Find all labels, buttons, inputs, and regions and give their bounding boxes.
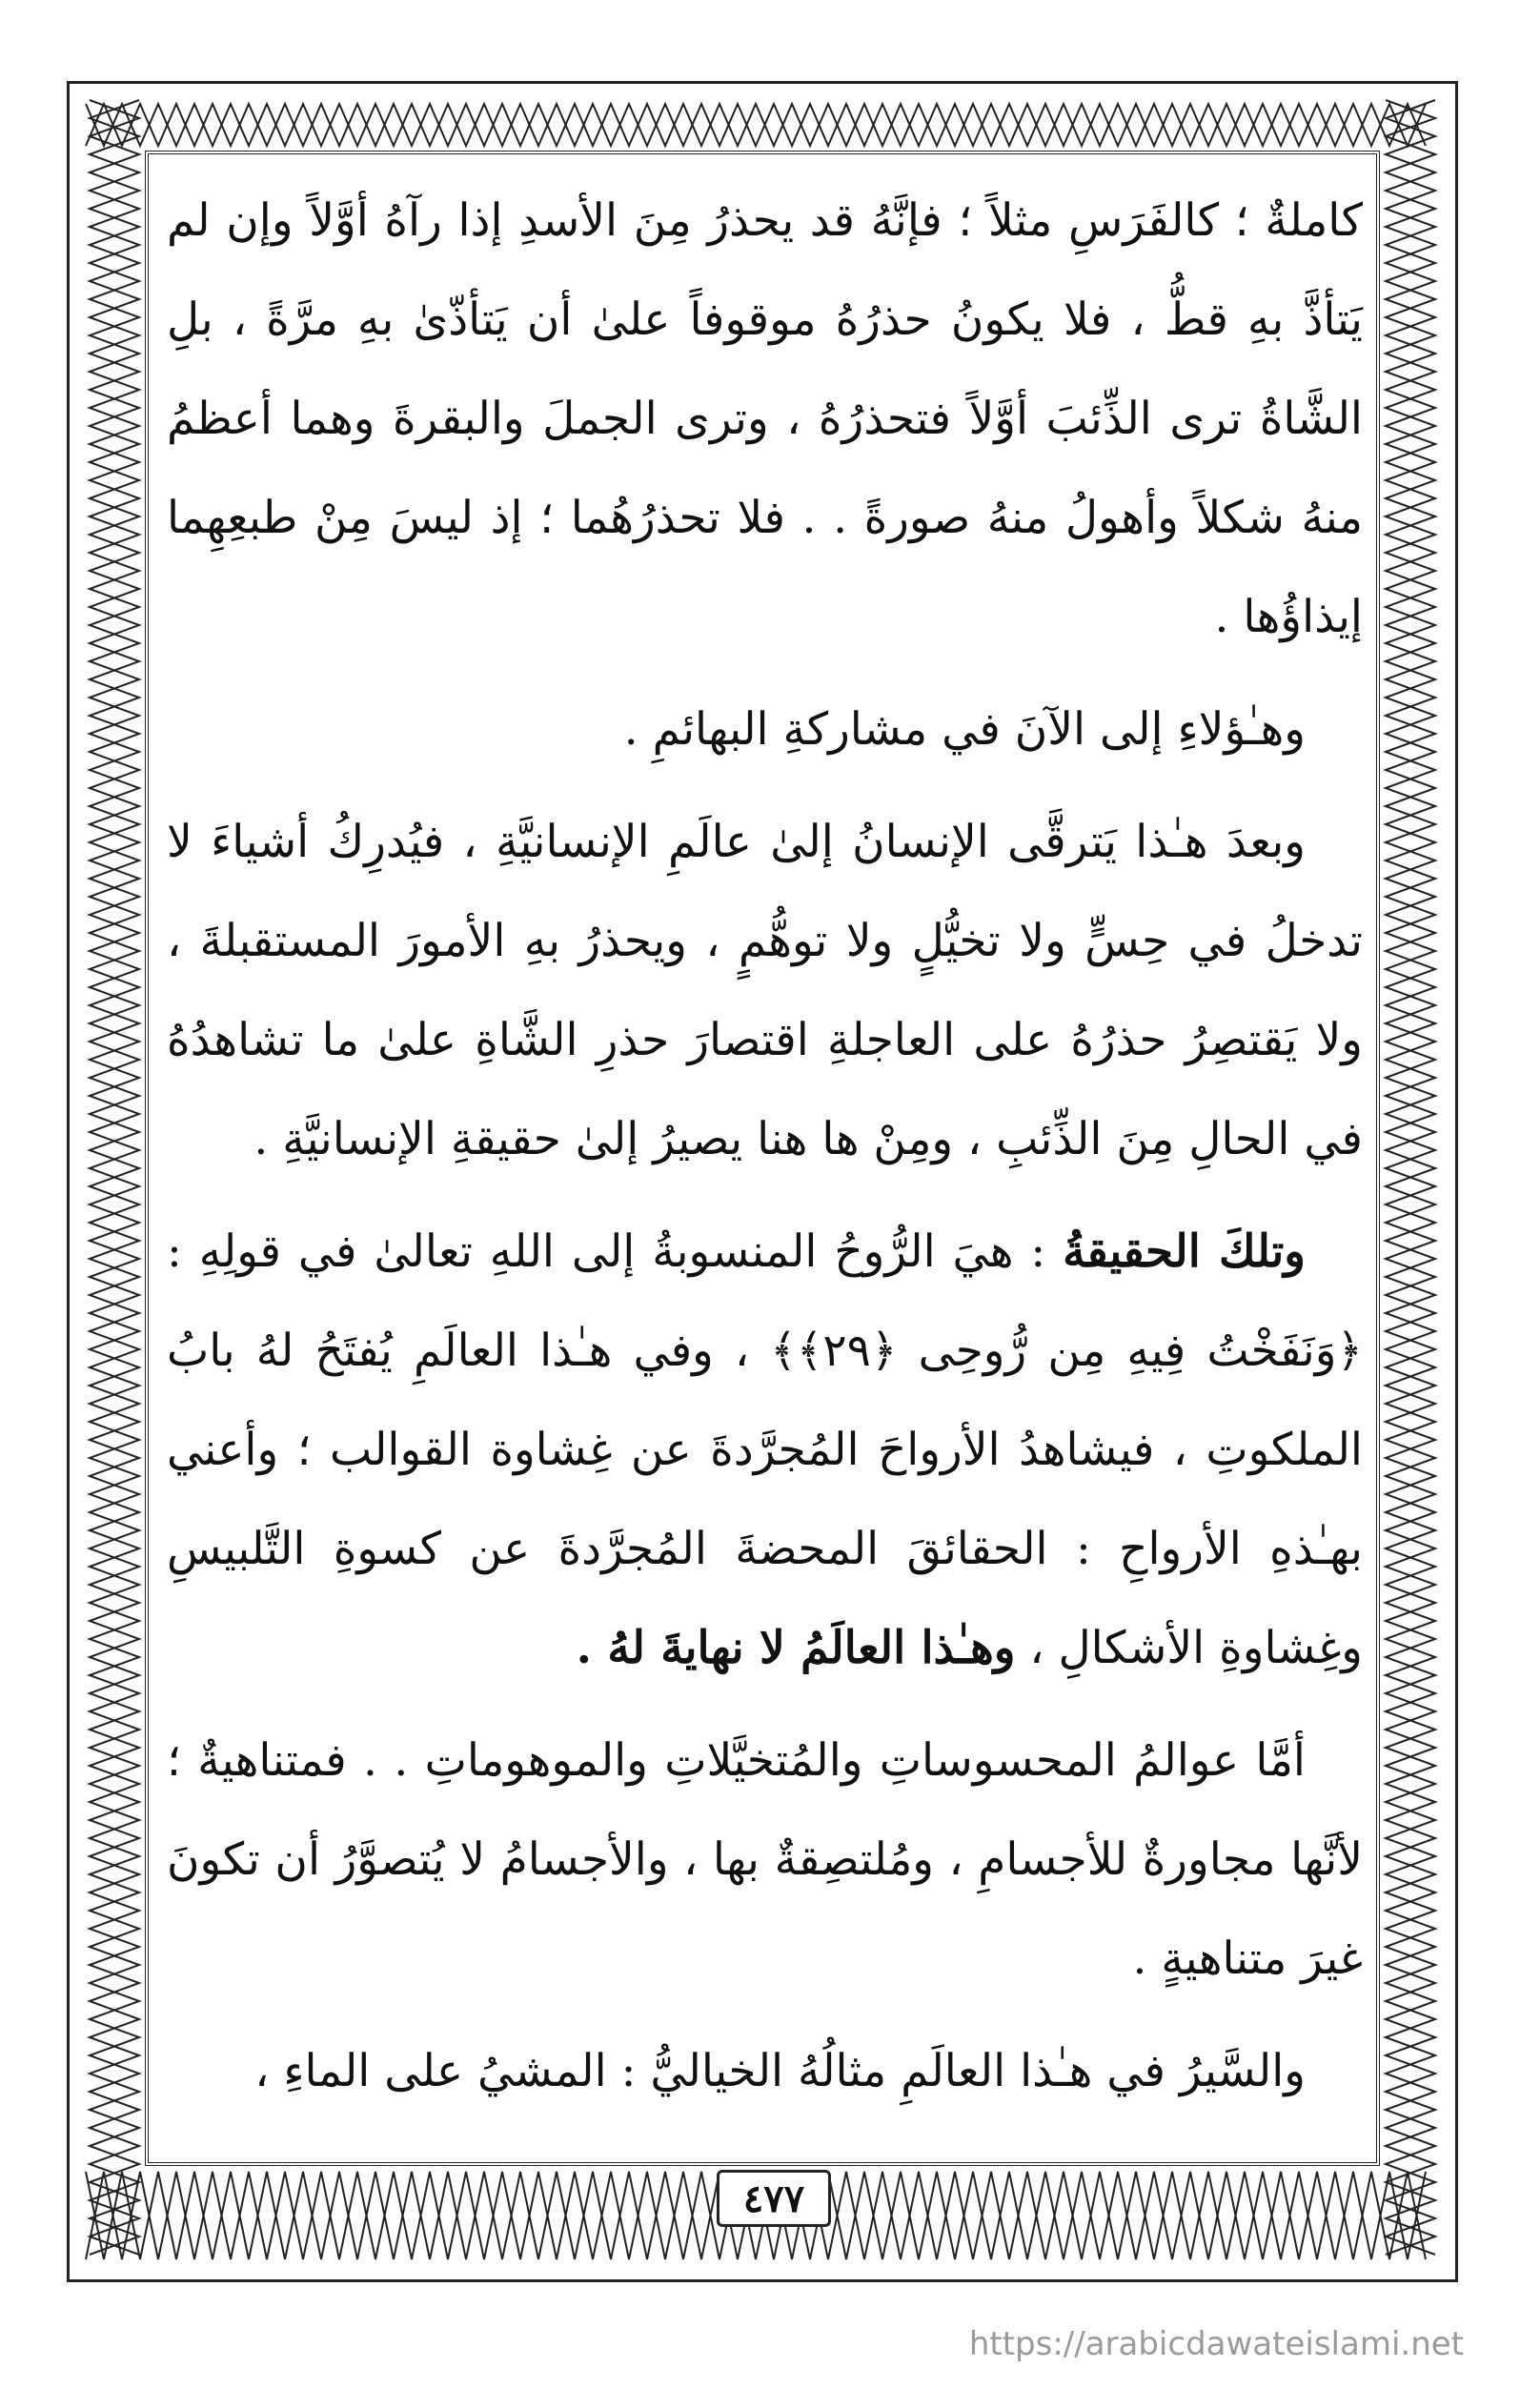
page-body <box>167 172 1363 2121</box>
paragraph-2: وهـٰؤلاءِ إلى الآنَ في مشاركةِ البهائمِ . <box>623 703 1306 756</box>
watermark-url: https://arabicdawateislami.net <box>968 2325 1464 2363</box>
paragraph-1: كاملةٌ ؛ كالفَرَسِ مثلاً ؛ فإنَّهُ قد يحذرُ مِنَ الأسدِ إذا رآهُ أوَّلاً وإن لم يَتأذَّ بهِ قطُّ ، فلا يكونُ حذرُهُ موقوفاً علىٰ أن يَتأذّىٰ بهِ مرَّةً ، بلِ الشَّاةُ ترى الذِّئبَ أوَّلاً فتحذرُهُ ، وترى الجملَ والبقرةَ وهما أعظمُ منهُ شكلاً وأهولُ منهُ صورةً . . فلا تحذرُهُما ؛ إذ ليسَ مِنْ طبعِهِما إيذاؤُها . <box>167 194 1363 643</box>
page-number: ٤٧٧ <box>717 2170 831 2227</box>
paragraph-3: وبعدَ هـٰذا يَترقَّى الإنسانُ إلىٰ عالَمِ الإنسانيَّةِ ، فيُدرِكُ أشياءَ لا تدخلُ في حِسٍّ ولا تخيُّلٍ ولا توهُّمٍ ، ويحذرُ بهِ الأمورَ المستقبلةَ ، ولا يَقتصِرُ حذرُهُ على العاجلةِ اقتصارَ حذرِ الشَّاةِ علىٰ ما تشاهدُهُ في الحالِ مِنَ الذِّئبِ ، ومِنْ ها هنا يصيرُ إلىٰ حقيقةِ الإنسانيَّةِ . <box>167 816 1363 1165</box>
paragraph-4-body: : هيَ الرُّوحُ المنسوبةُ إلى اللهِ تعالىٰ في قولِهِ : ﴿وَنَفَخْتُ فِيهِ مِن رُّوحِى ﴿٢٩﴾﴾ ، وفي هـٰذا العالَمِ يُفتَحُ لهُ بابُ الملكوتِ ، فيشاهدُ الأرواحَ المُجرَّدةَ عن غِشاوة القوالب ؛ وأعني بهـٰذهِ الأرواحِ : الحقائقَ المحضةَ المُجرَّدةَ عن كسوةِ التَّلبيسِ وغِشاوةِ الأشكالِ ، <box>167 1225 1364 1674</box>
paragraph-4-lead: وتلكَ الحقيقةُ <box>1063 1225 1307 1278</box>
paragraph-4 <box>167 1203 1363 1698</box>
paragraph-4-trail: وهـٰذا العالَمُ لا نهايةَ لهُ . <box>576 1622 1016 1674</box>
paragraph-5: أمَّا عوالمُ المحسوساتِ والمُتخيَّلاتِ والموهوماتِ . . فمتناهيةٌ ؛ لأنَّها مجاورةٌ للأجسامِ ، ومُلتصِقةٌ بها ، والأجسامُ لا يُتصوَّرُ أن تكونَ غيرَ متناهيةٍ . <box>167 1734 1363 1985</box>
paragraph-6: والسَّيرُ في هـٰذا العالَمِ مثالُهُ الخياليُّ : المشيُ على الماءِ ، <box>254 2045 1306 2097</box>
